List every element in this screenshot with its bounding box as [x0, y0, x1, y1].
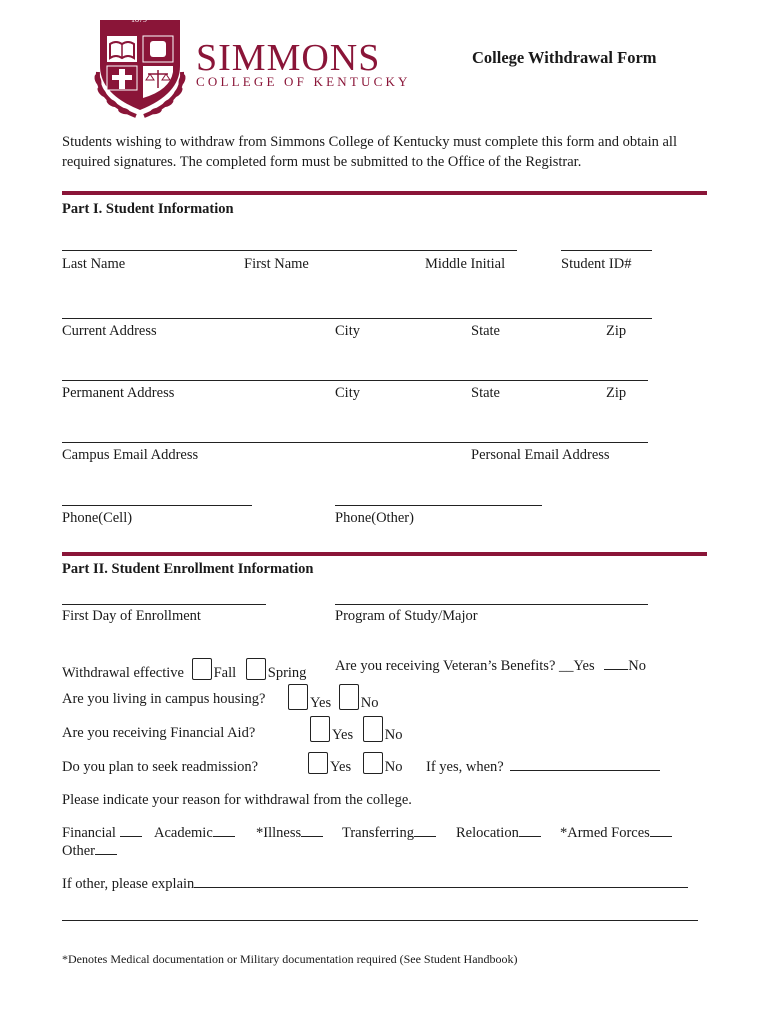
reason-academic-blank[interactable]: [213, 836, 235, 837]
housing-options: [288, 684, 378, 712]
spring-checkbox[interactable]: [246, 658, 266, 680]
logo-name: SIMMONS: [196, 37, 381, 79]
readmission-no-label: No: [384, 759, 403, 775]
reason-transferring-blank[interactable]: [414, 836, 436, 837]
current-city-label: City: [335, 323, 360, 339]
email-line[interactable]: [62, 442, 648, 443]
student-id-label: Student ID#: [561, 256, 632, 272]
permanent-state-label: State: [471, 385, 500, 401]
veteran-yes-label: Yes: [573, 658, 595, 674]
phone-other-line[interactable]: [335, 505, 542, 506]
first-name-label: First Name: [244, 256, 309, 272]
part1-heading: Part I. Student Information: [62, 201, 234, 217]
campus-email-label: Campus Email Address: [62, 447, 199, 463]
if-yes-when-label: If yes, when?: [426, 759, 504, 775]
financial-aid-yes-checkbox[interactable]: [310, 716, 330, 742]
financial-aid-question: Are you receiving Financial Aid?: [62, 725, 256, 741]
housing-yes-checkbox[interactable]: [288, 684, 308, 710]
phone-other-label: Phone(Other): [335, 510, 414, 526]
footnote: *Denotes Medical documentation or Military documentation required (See Student Handbook): [62, 952, 518, 966]
reason-armed-forces: *Armed Forces: [560, 825, 672, 842]
reason-relocation-blank[interactable]: [519, 836, 541, 837]
program-line[interactable]: [335, 604, 648, 605]
student-id-line[interactable]: [561, 250, 652, 251]
veteran-no-blank[interactable]: [604, 669, 628, 670]
financial-aid-yes-label: Yes: [332, 727, 354, 743]
reason-armed-forces-blank[interactable]: [650, 836, 672, 837]
explain-row: [62, 876, 688, 893]
readmission-options: [308, 752, 402, 776]
reason-financial-blank[interactable]: [120, 836, 142, 837]
permanent-city-label: City: [335, 385, 360, 401]
financial-aid-no-label: No: [384, 727, 403, 743]
explain-line-1[interactable]: [194, 887, 688, 888]
section-divider: [62, 552, 707, 556]
permanent-address-line[interactable]: [62, 380, 648, 381]
first-day-line[interactable]: [62, 604, 266, 605]
last-name-label: Last Name: [62, 256, 126, 272]
permanent-address-label: Permanent Address: [62, 385, 175, 401]
current-state-label: State: [471, 323, 500, 339]
middle-initial-label: Middle Initial: [425, 256, 506, 272]
veteran-no-label: No: [628, 658, 646, 674]
financial-aid-options: [310, 716, 402, 744]
logo-subtitle: COLLEGE OF KENTUCKY: [196, 74, 411, 89]
permanent-zip-label: Zip: [606, 385, 627, 401]
withdrawal-effective-row: [62, 658, 306, 682]
readmission-no-checkbox[interactable]: [363, 752, 383, 774]
logo-year: 1879: [131, 15, 147, 24]
phone-cell-label: Phone(Cell): [62, 510, 133, 526]
readmission-date-line[interactable]: [510, 770, 660, 771]
financial-aid-no-checkbox[interactable]: [363, 716, 383, 742]
veteran-benefits-row: [335, 658, 646, 675]
reason-other-blank[interactable]: [95, 854, 117, 855]
first-day-label: First Day of Enrollment: [62, 608, 201, 624]
personal-email-label: Personal Email Address: [471, 447, 610, 463]
housing-no-checkbox[interactable]: [339, 684, 359, 710]
withdrawal-effective-label: Withdrawal effective: [62, 665, 184, 681]
intro-text: Students wishing to withdraw from Simmons College of Kentucky must complete this form and obtain all required signatures. The completed form must be submitted to the Office of the Registrar.: [62, 134, 677, 170]
form-title: College Withdrawal Form: [472, 48, 657, 67]
current-address-line[interactable]: [62, 318, 652, 319]
reason-financial: Financial: [62, 825, 142, 842]
explain-line-2[interactable]: [62, 920, 698, 921]
program-label: Program of Study/Major: [335, 608, 478, 624]
current-zip-label: Zip: [606, 323, 627, 339]
housing-question: Are you living in campus housing?: [62, 691, 266, 707]
spring-label: Spring: [267, 665, 307, 681]
reason-transferring: Transferring: [342, 825, 436, 842]
reason-illness: *Illness: [256, 825, 323, 842]
college-crest-icon: [90, 14, 190, 120]
reason-relocation: Relocation: [456, 825, 541, 842]
part2-heading: Part II. Student Enrollment Information: [62, 561, 314, 577]
reason-other: Other: [62, 843, 117, 860]
readmission-yes-label: Yes: [330, 759, 352, 775]
housing-no-label: No: [360, 695, 379, 711]
readmission-when: [426, 759, 660, 776]
reason-academic: Academic: [154, 825, 235, 842]
phone-cell-line[interactable]: [62, 505, 252, 506]
fall-label: Fall: [213, 665, 237, 681]
housing-yes-label: Yes: [310, 695, 332, 711]
current-address-label: Current Address: [62, 323, 157, 339]
explain-label: If other, please explain: [62, 876, 195, 892]
reason-illness-blank[interactable]: [301, 836, 323, 837]
readmission-yes-checkbox[interactable]: [308, 752, 328, 774]
fall-checkbox[interactable]: [192, 658, 212, 680]
veteran-question: Are you receiving Veteran’s Benefits? __: [335, 658, 574, 674]
readmission-question: Do you plan to seek readmission?: [62, 759, 259, 775]
section-divider: [62, 191, 707, 195]
name-line[interactable]: [62, 250, 517, 251]
reason-prompt: Please indicate your reason for withdrawal from the college.: [62, 792, 412, 808]
